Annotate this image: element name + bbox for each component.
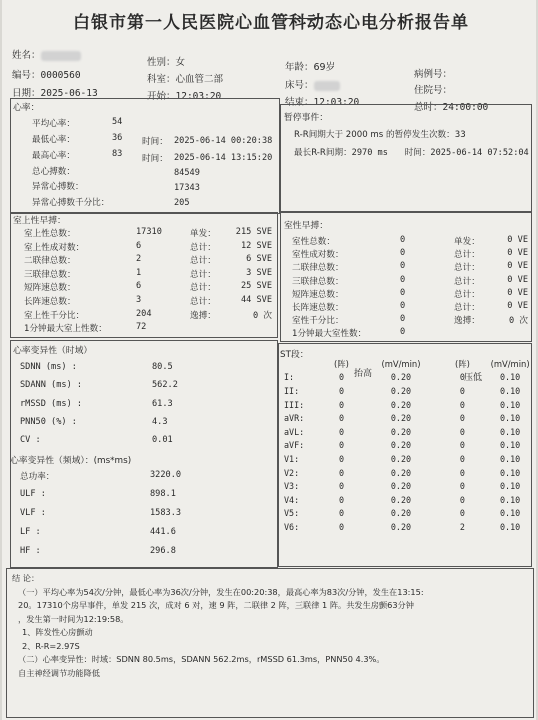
abnormal-per-label: 异常心搏数千分比：: [32, 198, 110, 208]
ve-row-label: 三联律总数：: [292, 276, 344, 287]
st-drop-amp: 0.10: [500, 494, 521, 505]
ve-row-sub: 0 次: [509, 316, 528, 327]
st-rise-amp: 0.20: [390, 467, 412, 478]
hrv-time-value: 4.3: [152, 416, 168, 427]
pause-header: 暂停事件：: [284, 113, 328, 123]
conclusion-line: （二）心率变异性：时域：SDNN 80.5ms，SDANN 562.2ms，rMSSD 61.3ms，PNN50 4.3%。: [18, 654, 385, 664]
ve-row-label: 短阵速总数：: [292, 289, 344, 300]
hrv-time-label: SDNN (ms) :: [20, 362, 77, 372]
age-field: [285, 59, 335, 73]
end-value: 12:03:20: [313, 97, 360, 108]
conclusion-line: 20。17310个房早事件，单发 215 次，成对 6 对，速 9 阵，二联律 2 阵，三联律 1 阵。共发生房颤63分钟: [18, 600, 414, 610]
sve-row-value: 2: [136, 254, 142, 265]
ve-row-value: 0: [400, 274, 406, 285]
st-header: ST段：: [280, 350, 309, 360]
conclusion-line: 2、R-R=2.97S: [22, 640, 80, 651]
st-drop-count: 0: [459, 467, 465, 478]
hrv-freq-value: 441.6: [150, 527, 176, 537]
min-hr-label: 最低心率：: [32, 135, 75, 145]
dept-value: 心血管二部: [175, 74, 224, 85]
age-value: 69岁: [313, 62, 336, 73]
inpatient-field: [414, 82, 452, 96]
hrv-time-value: 61.3: [152, 398, 173, 409]
total-time-value: 24:00:00: [442, 102, 489, 113]
st-drop-count: 0: [459, 508, 465, 519]
hrv-freq-value: 3220.0: [150, 470, 182, 480]
total-time-label: 总时：: [414, 102, 443, 113]
st-lead: II:: [284, 385, 300, 396]
st-row: [284, 520, 536, 534]
bed-field: [285, 77, 340, 91]
longest-rr-time-label: 时间：: [404, 148, 431, 158]
id-label: 编号：: [12, 70, 41, 81]
hrv-freq-header: 心率变异性（频域）：(ms*ms): [10, 456, 132, 466]
st-rise-count: 0: [338, 372, 345, 383]
st-lead: V3:: [284, 481, 300, 492]
ve-row-sub: 0 VE: [507, 235, 528, 245]
ve-row-value: 0: [400, 287, 406, 298]
case-number-field: [414, 66, 452, 80]
st-drop-amp: 0.10: [500, 481, 521, 492]
pause-count: R-R间期大于 2000 ms 的暂停发生次数：33: [294, 130, 466, 140]
ve-row-label: 1分钟最大室性数：: [292, 329, 367, 340]
conclusion-lines: [12, 586, 532, 681]
st-drop-amp: 0.10: [500, 467, 521, 478]
hrv-freq-label: HF :: [20, 546, 41, 556]
avg-hr-label: 平均心率：: [32, 119, 75, 129]
st-drop-count: 0: [459, 440, 465, 451]
dept-label: 科室：: [147, 74, 176, 85]
hrv-time-value: 80.5: [152, 362, 173, 372]
st-drop-count: 2: [459, 521, 465, 532]
sve-row-sub: 215 SVE: [235, 227, 272, 237]
st-row: [284, 411, 536, 425]
st-table: [284, 357, 536, 534]
st-row: [284, 398, 536, 412]
sve-row-value: 6: [136, 281, 142, 292]
ve-row-label: 室性成对数：: [292, 250, 344, 261]
st-lead: V6:: [284, 521, 300, 532]
st-drop-count: 0: [459, 385, 465, 396]
ve-row-sub: 0 VE: [507, 261, 528, 272]
st-drop-count: 0: [459, 453, 465, 464]
start-label: 开始：: [147, 91, 176, 102]
st-rise-amp: 0.20: [390, 481, 412, 492]
st-drop-count: 0: [459, 372, 465, 383]
ve-row-sub: 0 VE: [507, 287, 528, 298]
hrv-time-value: 562.2: [152, 380, 178, 391]
date-label: 日期：: [12, 88, 41, 99]
abnormal-per-value: 205: [174, 198, 190, 208]
sve-row-key: 总计：: [190, 283, 216, 294]
sve-row-sub: 44 SVE: [240, 295, 272, 305]
hrv-time-label: rMSSD (ms) :: [20, 398, 83, 409]
st-lead: I:: [284, 372, 295, 383]
st-rise-count: 0: [338, 399, 345, 410]
id-field: [12, 67, 81, 81]
st-lead: V4:: [284, 494, 300, 505]
bed-label: 床号：: [285, 80, 314, 91]
longest-rr: [294, 146, 529, 158]
longest-rr-time: 2025-06-14 07:52:04: [430, 148, 529, 158]
end-label: 结束：: [285, 97, 314, 108]
ve-row-sub: 0 VE: [507, 274, 528, 285]
min-hr-time-label: 时间：: [142, 137, 168, 147]
hrv-time-label: SDANN (ms) :: [20, 380, 83, 391]
report-title: 白银市第一人民医院心血管科动态心电分析报告单: [73, 13, 469, 33]
st-rise-count: 0: [338, 494, 345, 505]
sve-row-value: 3: [136, 295, 142, 305]
st-rise-amp: 0.20: [390, 413, 412, 424]
st-head-drop-count: (阵): [454, 358, 470, 369]
conclusion-line: 1、阵发性心房颤动: [22, 627, 93, 637]
st-rise-count: 0: [338, 508, 345, 519]
name-label: 姓名：: [12, 50, 41, 61]
name-redacted: [41, 51, 81, 61]
bed-redacted: [314, 81, 340, 91]
st-head-rise-amp: (mV/min): [381, 358, 421, 369]
st-rise-count: 0: [338, 413, 345, 424]
hrv-freq-label: ULF :: [20, 489, 46, 499]
sve-row-value: 204: [136, 308, 152, 319]
st-drop-amp: 0.10: [500, 426, 521, 437]
st-rise-count: 0: [338, 481, 345, 492]
longest-rr-label: 最长R-R间期：: [294, 148, 352, 158]
ve-row-key: 总计：: [454, 303, 480, 313]
hrv-freq-value: 296.8: [150, 546, 176, 556]
hrv-freq-label: VLF :: [20, 508, 46, 518]
sve-row-sub: 3 SVE: [246, 267, 272, 278]
st-drop-count: 0: [459, 481, 465, 492]
st-drop-amp: 0.10: [500, 413, 521, 424]
id-value: 0000560: [40, 70, 81, 81]
hrv-freq-label: 总功率：: [20, 472, 55, 482]
st-row: [284, 507, 536, 521]
ve-row-sub: 0 VE: [507, 301, 528, 311]
st-rise-count: 0: [338, 467, 345, 478]
st-rise-amp: 0.20: [390, 399, 412, 410]
longest-rr-value: 2970 ms: [351, 148, 388, 158]
ve-row-sub: 0 VE: [507, 248, 528, 259]
sve-row-sub: 25 SVE: [240, 281, 272, 292]
st-rise-amp: 0.20: [390, 453, 412, 464]
sve-row-label: 室上性成对数：: [24, 242, 85, 253]
conclusion: [12, 572, 532, 680]
heart-rate-header: 心率：: [13, 103, 40, 113]
st-row: [284, 371, 536, 385]
st-lead: V5:: [284, 508, 300, 519]
sve-row-label: 1分钟最大室上性数：: [24, 324, 107, 335]
hrv-time-label: PNN50 (%) :: [20, 416, 77, 427]
sve-row-sub: 12 SVE: [240, 240, 272, 251]
st-lead: aVR:: [284, 413, 305, 424]
hrv-time-header: 心率变异性（时域）: [13, 346, 93, 356]
min-hr-value: 36: [112, 133, 123, 143]
sve-row-value: 6: [136, 240, 142, 251]
inpatient-label: 住院号：: [414, 85, 453, 96]
sve-row-value: 17310: [136, 227, 162, 237]
sve-header: 室上性早搏：: [13, 216, 66, 226]
st-rise-amp: 0.20: [390, 385, 412, 396]
sve-row-label: 二联律总数：: [24, 256, 76, 267]
dept-field: [147, 71, 223, 85]
st-head-lead: [284, 357, 322, 371]
st-head-row: [284, 357, 536, 371]
max-hr-label: 最高心率：: [32, 151, 75, 161]
total-beats-label: 总心搏数：: [32, 167, 75, 177]
sve-row-value: 72: [136, 322, 147, 333]
st-row: [284, 384, 536, 398]
st-rise-count: 0: [338, 385, 345, 396]
sve-row-key: 总计：: [190, 242, 216, 253]
hrv-freq-value: 1583.3: [150, 508, 182, 518]
ve-header: 室性早搏：: [284, 221, 328, 231]
st-rise-count: 0: [338, 521, 345, 532]
abnormal-beats-label: 异常心搏数：: [32, 182, 84, 192]
max-hr-time-label: 时间：: [142, 154, 168, 164]
st-rise-amp: 0.20: [390, 426, 412, 437]
sve-row-label: 室上性千分比：: [24, 310, 85, 321]
st-drop-count: 0: [459, 413, 465, 424]
st-row: [284, 466, 536, 480]
ve-row-key: 总计：: [454, 263, 480, 274]
st-row: [284, 479, 536, 493]
st-rise-label: 抬高: [354, 369, 373, 379]
ve-row-label: 室性千分比：: [292, 316, 344, 327]
st-row: [284, 425, 536, 439]
st-row: [284, 439, 536, 453]
ve-row-value: 0: [400, 327, 406, 338]
st-row: [284, 493, 536, 507]
st-rise-amp: 0.20: [390, 440, 412, 451]
conclusion-header: 结 论：: [12, 573, 40, 583]
sve-row-label: 三联律总数：: [24, 269, 76, 280]
ve-row-key: 总计：: [454, 289, 480, 300]
age-label: 年龄：: [285, 62, 314, 73]
sve-row-key: 单发：: [190, 229, 216, 239]
st-drop-count: 0: [459, 494, 465, 505]
ve-row-value: 0: [400, 261, 406, 272]
hrv-freq-label: LF :: [20, 527, 41, 537]
total-beats-value: 84549: [174, 168, 200, 178]
ve-row-value: 0: [400, 248, 406, 259]
st-drop-amp: 0.10: [500, 440, 521, 451]
ve-row-label: 室性总数：: [292, 237, 335, 247]
st-drop-amp: 0.10: [500, 385, 521, 396]
abnormal-beats-value: 17343: [174, 183, 200, 193]
st-lead: aVL:: [284, 426, 305, 437]
ve-row-key: 总计：: [454, 276, 480, 287]
st-head-drop-amp: (mV/min): [490, 358, 530, 369]
conclusion-line: （一）平均心率为54次/分钟，最低心率为36次/分钟，发生在00:20:38，最高心率为83次/分钟，发生在13:15:: [18, 586, 424, 597]
st-rise-amp: 0.20: [390, 508, 412, 519]
max-hr-value: 83: [112, 149, 123, 159]
st-lead: V2:: [284, 467, 300, 478]
st-rise-count: 0: [338, 453, 345, 464]
case-number-label: 病例号：: [414, 69, 453, 80]
sve-row-key: 总计：: [190, 256, 216, 267]
st-lead: III:: [284, 399, 305, 410]
sve-row-key: 总计：: [190, 297, 216, 307]
avg-hr-value: 54: [112, 117, 123, 127]
ve-row-value: 0: [400, 314, 406, 325]
gender-label: 性别：: [147, 57, 176, 68]
ve-row-key: 单发：: [454, 237, 480, 247]
st-lead: aVF:: [284, 440, 305, 451]
ve-row-label: 二联律总数：: [292, 263, 344, 274]
st-rise-amp: 0.20: [390, 494, 412, 505]
st-head-rise-count: (阵): [334, 358, 349, 369]
sve-row-label: 室上性总数：: [24, 229, 76, 239]
st-drop-count: 0: [459, 426, 465, 437]
st-drop-amp: 0.10: [500, 453, 521, 464]
sve-row-key: 逸搏：: [190, 310, 216, 321]
st-drop-amp: 0.10: [500, 372, 521, 383]
sve-row-label: 长阵速总数：: [24, 297, 76, 307]
report-paper: [2, 0, 536, 720]
hrv-freq-value: 898.1: [150, 489, 176, 499]
sve-row-sub: 0 次: [253, 310, 272, 321]
sve-row-label: 短阵速总数：: [24, 283, 76, 294]
st-row: [284, 452, 536, 466]
gender-field: [147, 54, 185, 68]
ve-row-label: 长阵速总数：: [292, 303, 344, 313]
st-drop-count: 0: [459, 399, 465, 410]
hrv-time-value: 0.01: [152, 435, 173, 446]
st-drop-label: 压低: [464, 373, 483, 383]
ve-row-key: 逸搏：: [454, 316, 480, 327]
st-table-body: [284, 357, 536, 534]
min-hr-time: 2025-06-14 00:20:38: [174, 136, 273, 146]
start-value: 12:03:20: [175, 91, 222, 102]
title-mark: [285, 18, 323, 19]
sve-row-key: 总计：: [190, 269, 216, 280]
ve-row-value: 0: [400, 301, 406, 311]
ve-row-value: 0: [400, 235, 406, 245]
conclusion-line: 自主神经调节功能降低: [18, 667, 100, 678]
st-rise-amp: 0.20: [390, 372, 412, 383]
date-value: 2025-06-13: [40, 88, 98, 99]
max-hr-time: 2025-06-14 13:15:20: [174, 153, 273, 163]
st-rise-count: 0: [338, 426, 345, 437]
st-rise-amp: 0.20: [390, 521, 412, 532]
gender-value: 女: [175, 57, 186, 68]
conclusion-line: ，发生第一时间为12:19:58。: [18, 613, 129, 624]
st-lead: V1:: [284, 453, 300, 464]
st-drop-amp: 0.10: [500, 399, 521, 410]
sve-row-sub: 6 SVE: [246, 254, 272, 265]
st-drop-amp: 0.10: [500, 508, 521, 519]
hrv-time-label: CV :: [20, 435, 41, 446]
st-rise-count: 0: [338, 440, 345, 451]
ve-row-key: 总计：: [454, 250, 480, 261]
sve-row-value: 1: [136, 267, 142, 278]
name-field: [12, 47, 81, 61]
st-drop-amp: 0.10: [500, 521, 521, 532]
date-field: [12, 85, 98, 99]
